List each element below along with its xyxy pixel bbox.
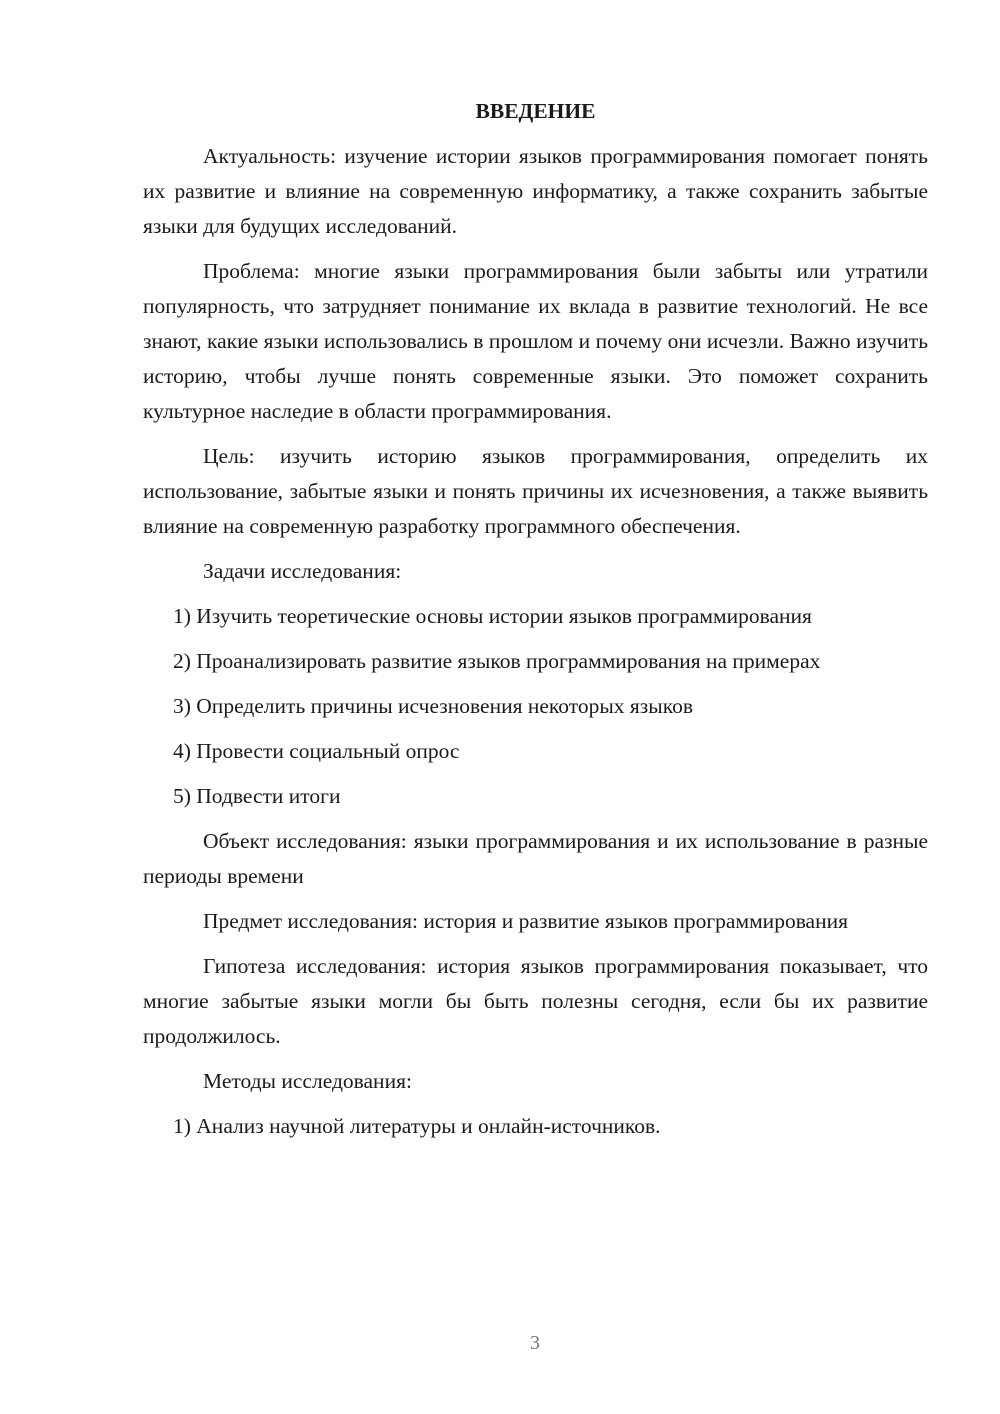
method-item: 1) Анализ научной литературы и онлайн-источников. bbox=[173, 1114, 661, 1138]
task-item: 1) Изучить теоретические основы истории языков программирования bbox=[173, 604, 812, 628]
task-item: 4) Провести социальный опрос bbox=[173, 739, 460, 763]
paragraph-object: Объект исследования: языки программирования и их использование в разные периоды времени bbox=[143, 829, 928, 888]
task-item: 2) Проанализировать развитие языков программирования на примерах bbox=[173, 649, 821, 673]
page-number: 3 bbox=[530, 1332, 540, 1354]
paragraph-hypothesis: Гипотеза исследования: история языков программирования показывает, что многие забытые языки могли бы быть полезны сегодня, если бы их развитие продолжилось. bbox=[143, 954, 928, 1048]
paragraph-goal: Цель: изучить историю языков программирования, определить их использование, забытые языки и понять причины их исчезновения, а также выявить влияние на современную разработку программного обеспечения. bbox=[143, 444, 928, 538]
paragraph-tasks-heading: Задачи исследования: bbox=[203, 559, 402, 583]
page-content bbox=[143, 94, 928, 1154]
paragraph-subject: Предмет исследования: история и развитие языков программирования bbox=[203, 909, 848, 933]
task-item: 3) Определить причины исчезновения некоторых языков bbox=[173, 694, 693, 718]
paragraph-relevance: Актуальность: изучение истории языков программирования помогает понять их развитие и влияние на современную информатику, а также сохранить забытые языки для будущих исследований. bbox=[143, 144, 928, 238]
section-heading: ВВЕДЕНИЕ bbox=[475, 99, 596, 123]
paragraph-problem: Проблема: многие языки программирования были забыты или утратили популярность, что затрудняет понимание их вклада в развитие технологий. Не все знают, какие языки использовались в прошлом и почему они исчезли. Важно изучить историю, чтобы лучше понять современные языки. Это поможет сохранить культурное наследие в области программирования. bbox=[143, 259, 928, 423]
task-item: 5) Подвести итоги bbox=[173, 784, 341, 808]
paragraph-methods-heading: Методы исследования: bbox=[203, 1069, 412, 1093]
